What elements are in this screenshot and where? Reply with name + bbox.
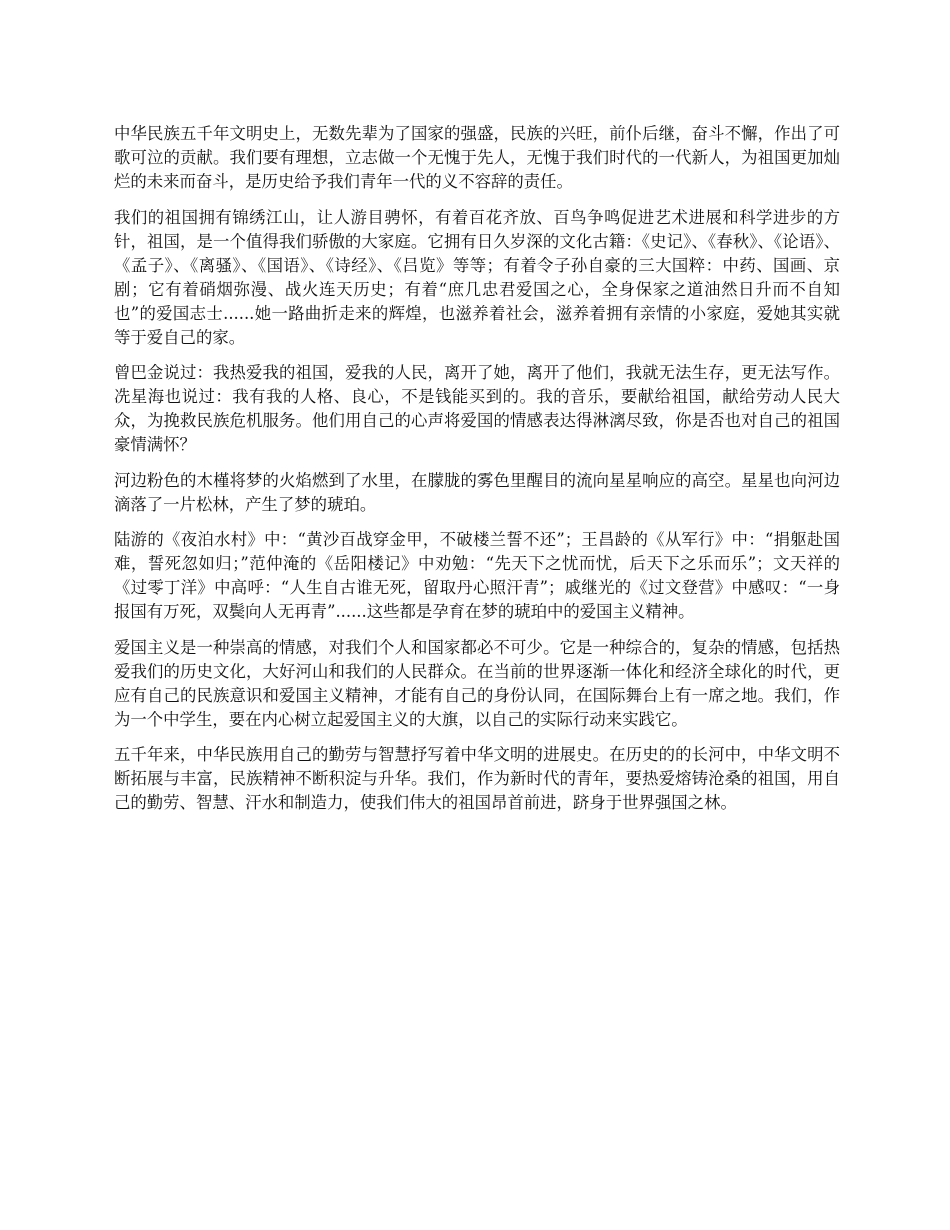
paragraph-6: 爱国主义是一种崇高的情感，对我们个人和国家都必不可少。它是一种综合的，复杂的情感，包括热爱我们的历史文化，大好河山和我们的人民群众。在当前的世界逐渐一体化和经济全球化的时代，更应有自己的民族意识和爱国主义精神，才能有自己的身份认同，在国际舞台上有一席之地。我们，作为一个中学生，要在内心树立起爱国主义的大旗，以自己的实际行动来实践它。 (114, 637, 840, 729)
paragraph-3: 曾巴金说过：我热爱我的祖国，爱我的人民，离开了她，离开了他们，我就无法生存，更无法写作。冼星海也说过：我有我的人格、良心，不是钱能买到的。我的音乐，要献给祖国，献给劳动人民大众，为挽救民族危机服务。他们用自己的心声将爱国的情感表达得淋漓尽致，你是否也对自己的祖国豪情满怀？ (114, 363, 840, 454)
paragraph-4: 河边粉色的木槿将梦的火焰燃到了水里，在朦胧的雾色里醒目的流向星星响应的高空。星星也向河边滴落了一片松林，产生了梦的琥珀。 (114, 470, 840, 514)
paragraph-1: 中华民族五千年文明史上，无数先辈为了国家的强盛，民族的兴旺，前仆后继，奋斗不懈，作出了可歌可泣的贡献。我们要有理想，立志做一个无愧于先人，无愧于我们时代的一代新人，为祖国更加灿烂的未来而奋斗，是历史给予我们青年一代的义不容辞的责任。 (114, 124, 840, 191)
paragraph-7: 五千年来，中华民族用自己的勤劳与智慧抒写着中华文明的进展史。在历史的的长河中，中华文明不断拓展与丰富，民族精神不断积淀与升华。我们，作为新时代的青年，要热爱熔铸沧桑的祖国，用自己的勤劳、智慧、汗水和制造力，使我们伟大的祖国昂首前进，跻身于世界强国之林。 (114, 745, 840, 812)
paragraph-5: 陆游的《夜泊水村》中：“黄沙百战穿金甲，不破楼兰誓不还”；王昌龄的《从军行》中：“捐躯赴国难，誓死忽如归；”范仲淹的《岳阳楼记》中劝勉：“先天下之忧而忧，后天下之乐而乐”；文天祥的《过零丁洋》中高呼：“人生自古谁无死，留取丹心照汗青”；戚继光的《过文登营》中感叹：“一身报国有万死，双鬓向人无再青”......这些都是孕育在梦的琥珀中的爱国主义精神。 (114, 530, 840, 621)
paragraph-2: 我们的祖国拥有锦绣江山，让人游目骋怀，有着百花齐放、百鸟争鸣促进艺术进展和科学进步的方针，祖国，是一个值得我们骄傲的大家庭。它拥有日久岁深的文化古籍：《史记》、《春秋》、《论语》、《孟子》、《离骚》、《国语》、《诗经》、《吕览》等等；有着令子孙自豪的三大国粹：中药、国画、京剧；它有着硝烟弥漫、战火连天历史；有着“庶几忠君爱国之心，全身保家之道油然日升而不自知也”的爱国志士......她一路曲折走来的辉煌，也滋养着社会，滋养着拥有亲情的小家庭，爱她其实就等于爱自己的家。 (114, 207, 840, 347)
document-body (114, 122, 840, 827)
